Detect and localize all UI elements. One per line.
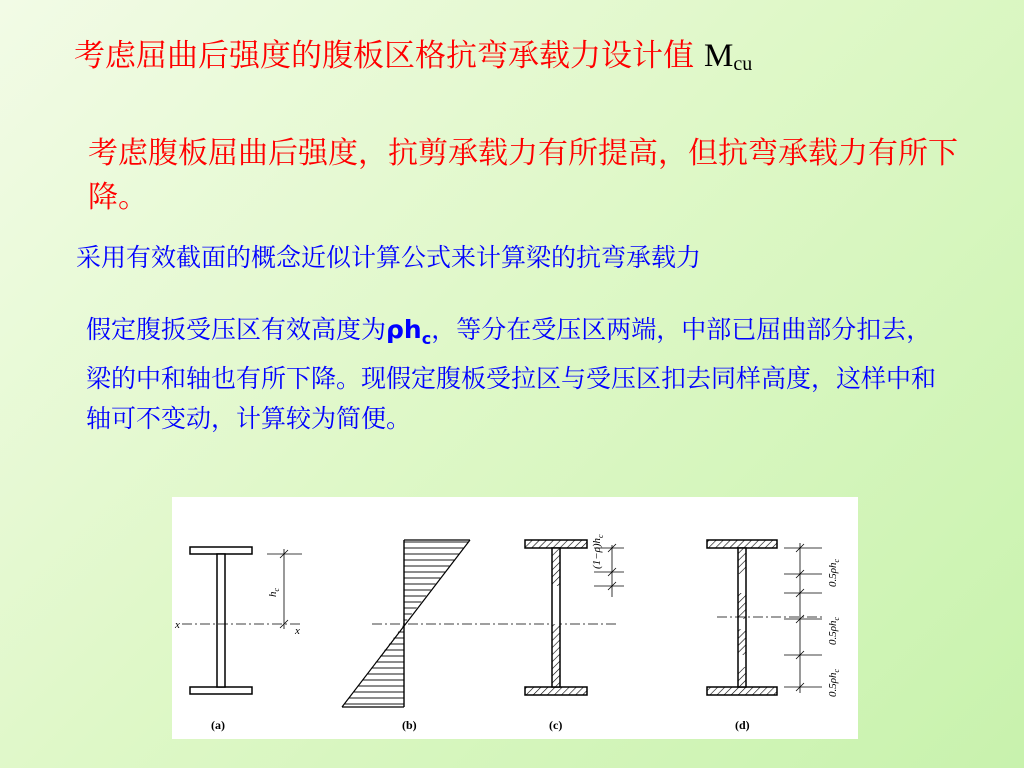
label-a: (a) — [211, 718, 225, 732]
d-dim-top-label — [827, 558, 841, 587]
title-symbol-sub: cu — [733, 53, 753, 75]
hc-main: h — [267, 591, 279, 597]
c-dim-label — [591, 534, 605, 569]
d-dim-mid-main: 0.5ρh — [827, 620, 839, 645]
c-dim-main: (1−ρ)h — [591, 537, 603, 569]
blue-para-rho-h: ρh — [386, 315, 422, 344]
axis-x-right: x — [295, 625, 300, 637]
d-dim-bot-main: 0.5ρh — [827, 672, 839, 697]
title-symbol — [704, 38, 752, 74]
title-symbol-main: M — [704, 38, 734, 74]
label-d: (d) — [735, 718, 750, 732]
c-dim-sub: c — [596, 534, 605, 538]
section-a — [174, 547, 302, 732]
blue-para-sub-c: c — [421, 329, 432, 348]
section-diagram — [172, 497, 858, 739]
section-b — [342, 540, 617, 732]
d-dim-top-sub: c — [832, 558, 841, 563]
label-c: (c) — [549, 718, 563, 732]
d-dim-mid-label — [827, 616, 841, 645]
section-diagram-svg — [172, 497, 858, 739]
label-b: (b) — [402, 718, 417, 732]
blue-para-post: ，等分在受压区两端，中部已屈曲部分扣去，梁的中和轴也有所下降。现假定腹板受拉区与受压区扣去同样高度，这样中和轴可不变动，计算较为简便。 — [86, 315, 937, 433]
blue-para-pre: 假定腹扳受压区有效高度为 — [86, 315, 387, 344]
slide-title — [74, 30, 752, 76]
title-text: 考虑屈曲后强度的腹板区格抗弯承载力设计值 — [74, 38, 694, 74]
axis-x-left: x — [175, 619, 180, 631]
hc-label — [267, 588, 281, 598]
blue-paragraph — [86, 310, 946, 439]
section-c — [525, 534, 624, 732]
red-paragraph: 考虑腹板屈曲后强度，抗剪承载力有所提高，但抗弯承载力有所下降。 — [88, 136, 958, 215]
d-dim-mid-sub: c — [832, 616, 841, 621]
section-d — [707, 540, 841, 732]
d-dim-bot-label — [827, 668, 841, 697]
d-dim-top-main: 0.5ρh — [827, 562, 839, 587]
d-dim-bot-sub: c — [832, 668, 841, 673]
blue-line: 采用有效截面的概念近似计算公式来计算梁的抗弯承载力 — [76, 243, 702, 272]
hc-sub: c — [272, 587, 281, 592]
